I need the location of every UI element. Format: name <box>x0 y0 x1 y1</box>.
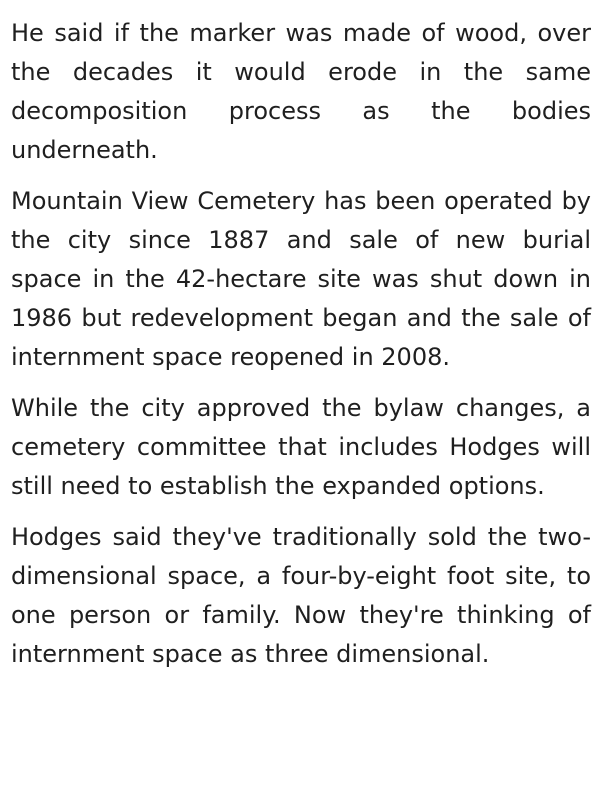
paragraph-cemetery-history: Mountain View Cemetery has been operated by the city since 1887 and sale of new burial space in the 42-hectare site was shut down in 1986 but redevelopment began and the sale of internment space reopened in 2008. <box>11 187 591 371</box>
paragraph-marker-erosion: He said if the marker was made of wood, over the decades it would erode in the same decomposition process as the bodies underneath. <box>11 19 591 164</box>
paragraph-three-dimensional-space: Hodges said they've traditionally sold the two-dimensional space, a four-by-eight foot site, to one person or family. Now they're thinking of internment space as three dimensional. <box>11 523 591 668</box>
paragraph-bylaw-changes: While the city approved the bylaw changes, a cemetery committee that includes Hodges will still need to establish the expanded options. <box>11 394 591 500</box>
